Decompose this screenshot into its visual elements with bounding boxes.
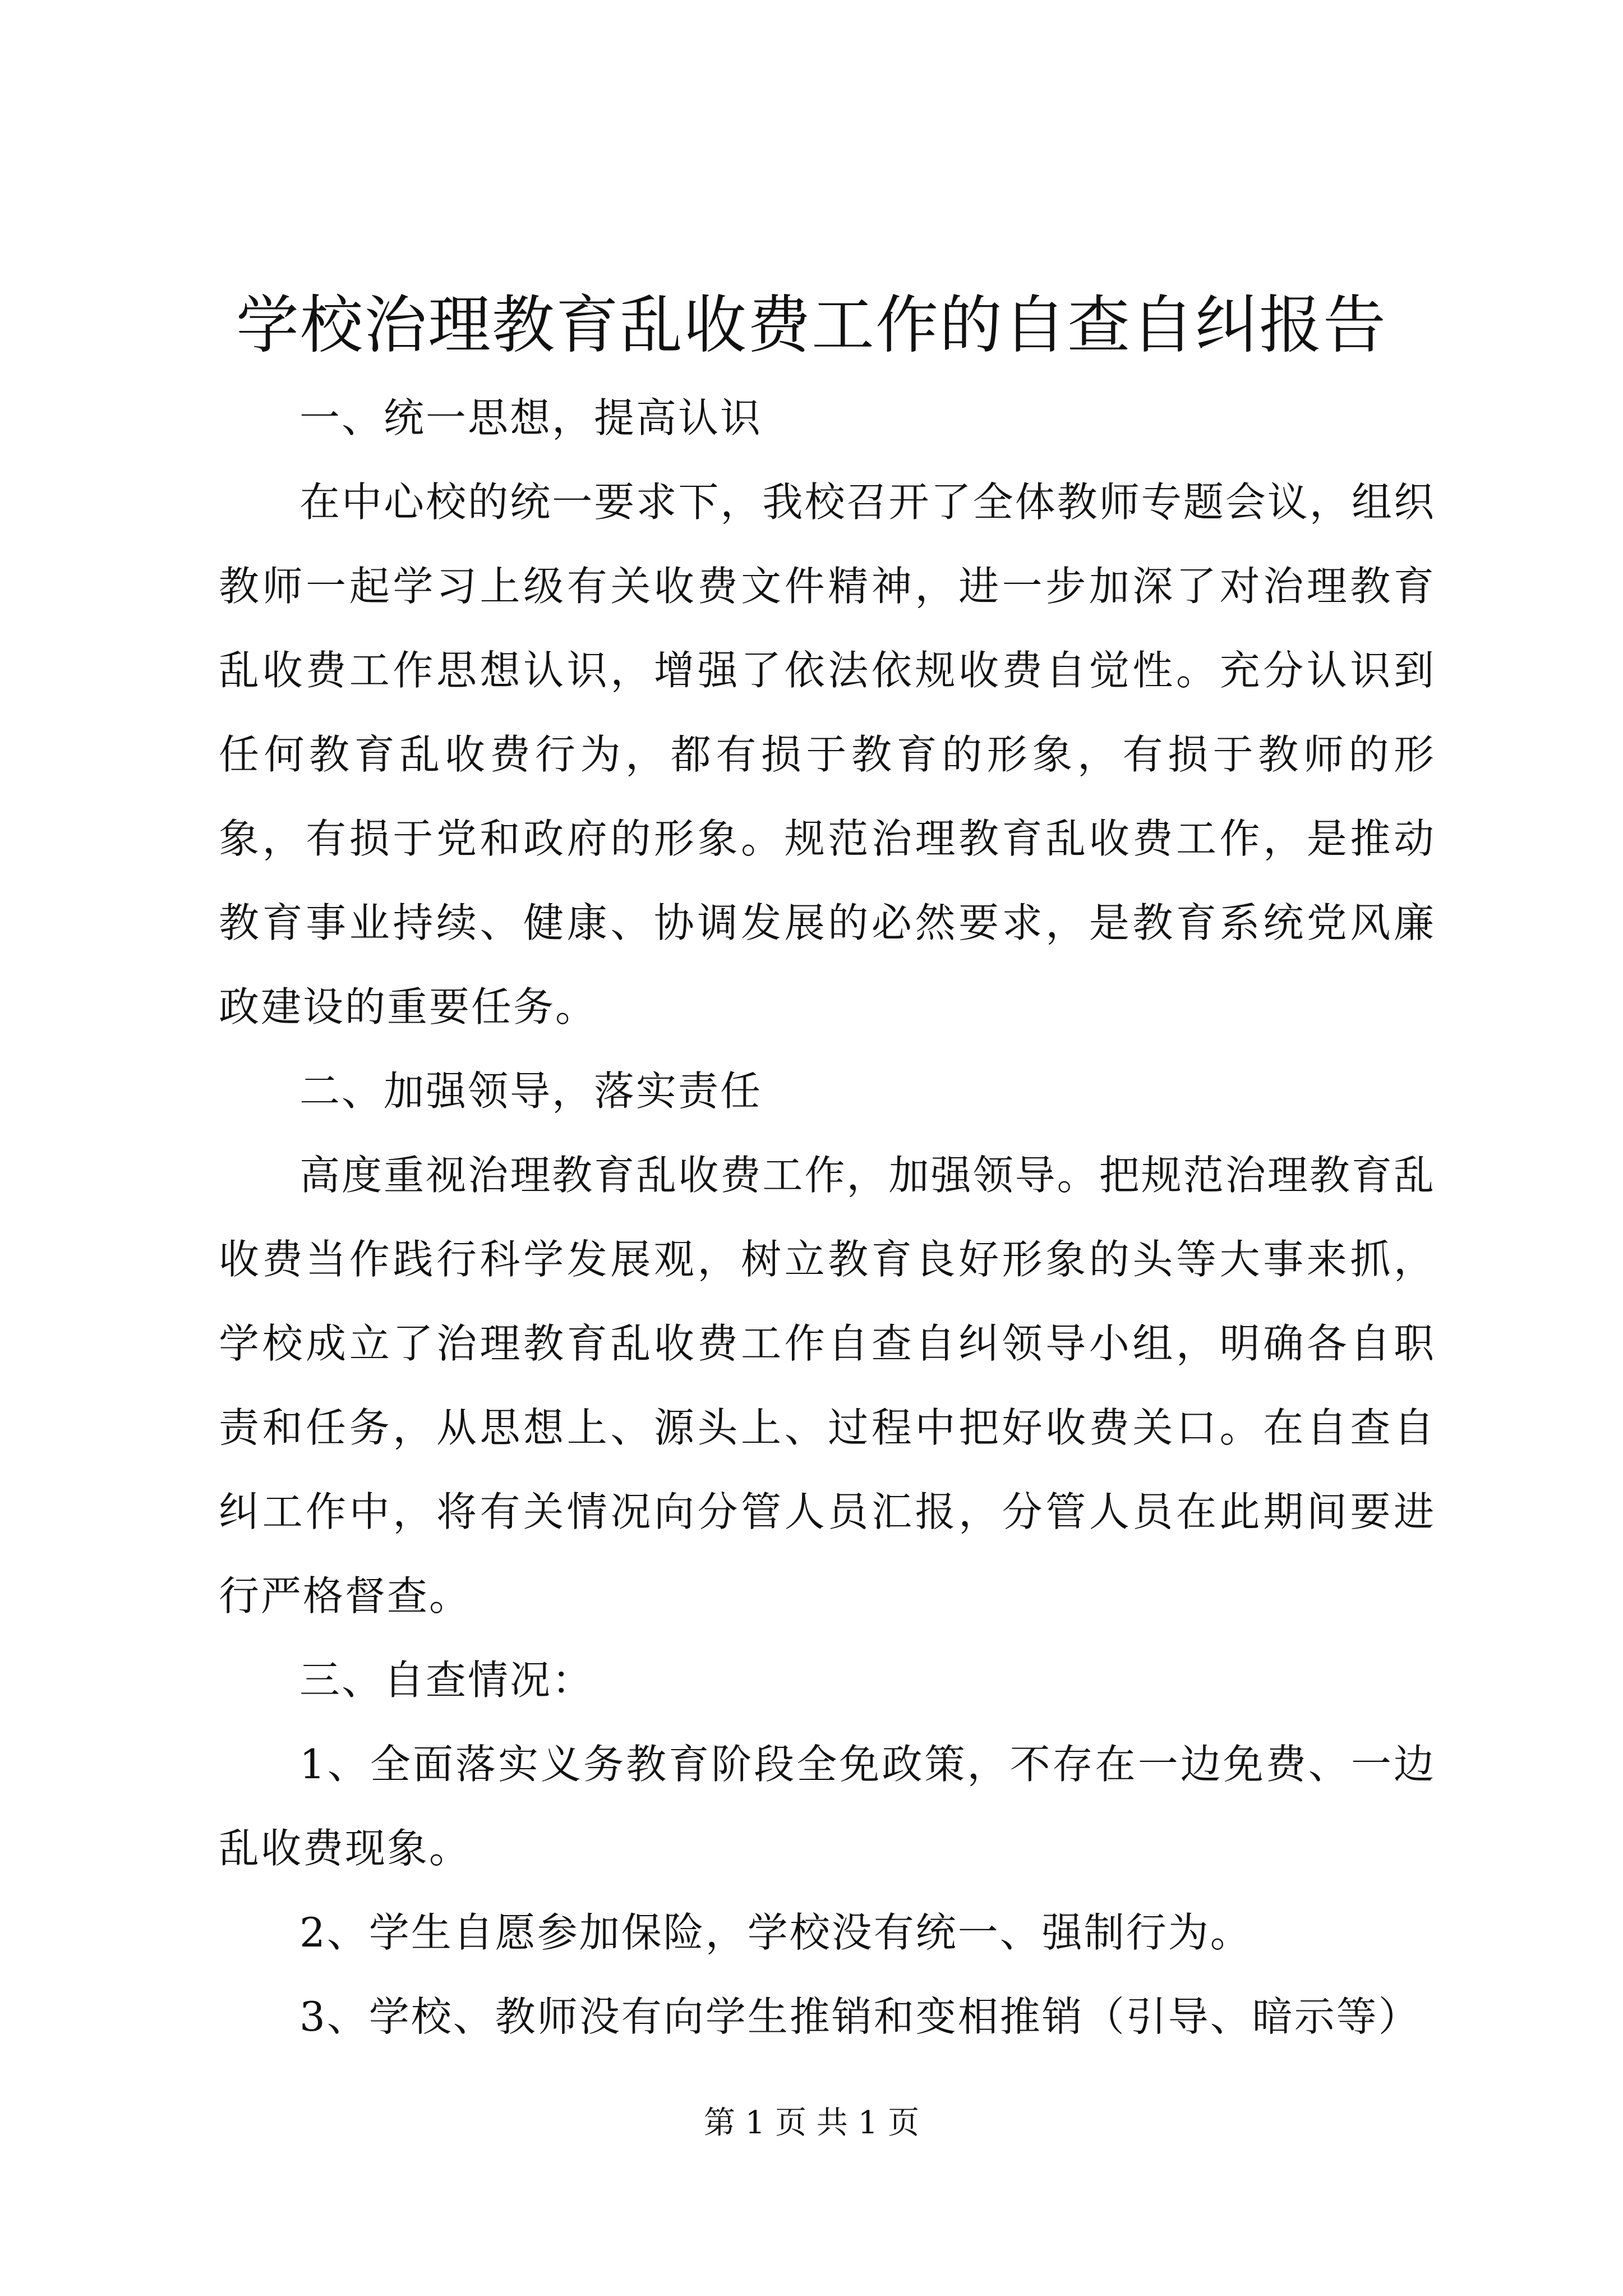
section-heading-3: 三、自查情况： [299, 1657, 594, 1704]
body-paragraph-1: 在中心校的统一要求下，我校召开了全体教师专题会议，组织教师一起学习上级有关收费文件精神，进一步加深了对治理教育乱收费工作思想认识，增强了依法依规收费自觉性。充分认识到任何教育乱收费行为，都有损于教育的形象，有损于教师的形象，有损于党和政府的形象。规范治理教育乱收费工作，是推动教育事业持续、健康、协调发展的必然要求，是教育系统党风廉政建设的重要任务。 [219, 478, 1436, 1030]
list-item-2: 2、学生自愿参加保险，学校没有统一、强制行为。 [299, 1909, 1252, 1956]
section-heading-1: 一、统一思想，提高认识 [299, 394, 763, 441]
list-item-1: 1、全面落实义务教育阶段全免政策，不存在一边免费、一边乱收费现象。 [219, 1741, 1436, 1872]
document-body [219, 376, 1436, 2059]
document-title: 学校治理教育乱收费工作的自查自纠报告 [236, 289, 1387, 362]
list-item-3: 3、学校、教师没有向学生推销和变相推销（引导、暗示等） [299, 1993, 1421, 2040]
page-footer: 第 1 页 共 1 页 [703, 2105, 920, 2141]
body-paragraph-2: 高度重视治理教育乱收费工作，加强领导。把规范治理教育乱收费当作践行科学发展观，树立教育良好形象的头等大事来抓，学校成立了治理教育乱收费工作自查自纠领导小组，明确各自职责和任务，从思想上、源头上、过程中把好收费关口。在自查自纠工作中，将有关情况向分管人员汇报，分管人员在此期间要进行严格督查。 [219, 1152, 1436, 1619]
section-heading-2: 二、加强领导，落实责任 [299, 1068, 763, 1115]
